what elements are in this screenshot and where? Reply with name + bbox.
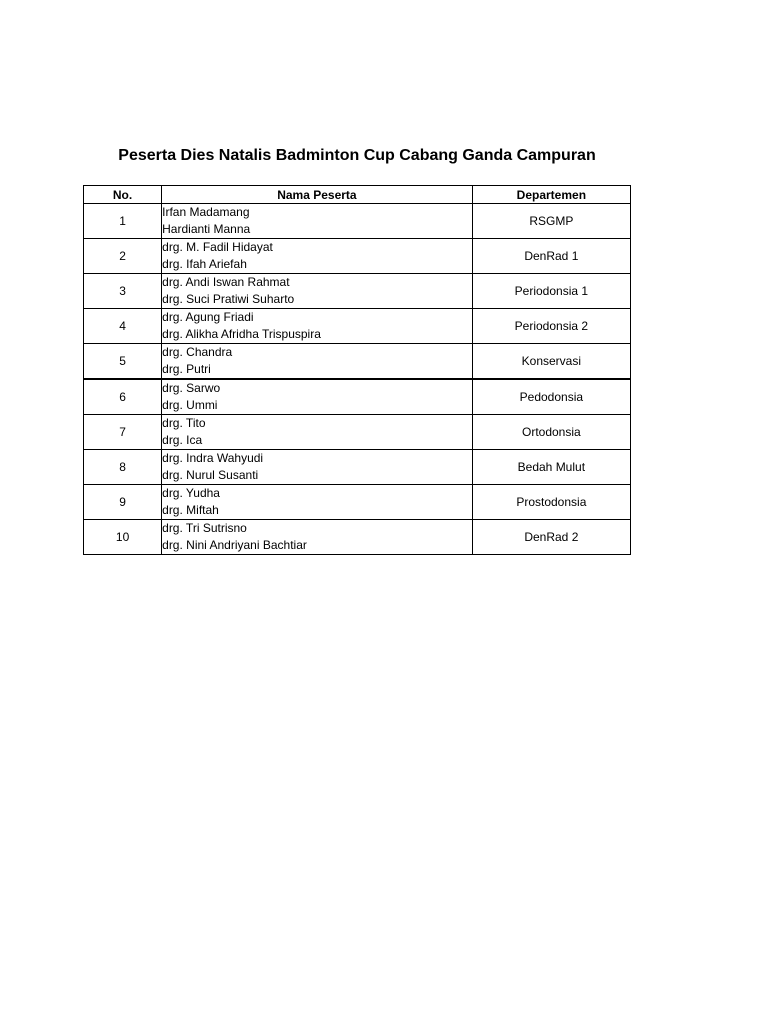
participant-names	[162, 204, 473, 239]
header-department: Departemen	[472, 186, 630, 204]
participant-name: drg. Agung Friadi	[162, 310, 254, 324]
department: Konservasi	[472, 344, 630, 380]
participant-names	[162, 239, 473, 274]
row-number: 2	[84, 239, 162, 274]
participant-name: drg. Ica	[162, 433, 203, 447]
participant-name: drg. Putri	[162, 362, 211, 376]
participant-name: drg. Miftah	[162, 503, 219, 517]
row-number: 4	[84, 309, 162, 344]
participant-name: drg. M. Fadil Hidayat	[162, 240, 273, 254]
participant-names	[162, 344, 473, 380]
department: Periodonsia 2	[472, 309, 630, 344]
page-title: Peserta Dies Natalis Badminton Cup Cabang Ganda Campuran	[118, 147, 596, 164]
table-row	[84, 520, 631, 555]
table-row	[84, 415, 631, 450]
table-row	[84, 204, 631, 239]
table-header-row	[84, 186, 631, 204]
participant-name: drg. Alikha Afridha Trispuspira	[162, 327, 321, 341]
table-row	[84, 450, 631, 485]
table-row	[84, 485, 631, 520]
participant-names	[162, 379, 473, 415]
participants-table	[83, 185, 631, 555]
participant-name: drg. Ifah Ariefah	[162, 257, 247, 271]
participant-name: drg. Indra Wahyudi	[162, 451, 264, 465]
table-row	[84, 274, 631, 309]
department: Bedah Mulut	[472, 450, 630, 485]
participant-names	[162, 485, 473, 520]
row-number: 6	[84, 379, 162, 415]
participant-name: drg. Yudha	[162, 486, 220, 500]
participant-name: Hardianti Manna	[162, 222, 251, 236]
table-row	[84, 344, 631, 380]
row-number: 3	[84, 274, 162, 309]
table-row	[84, 379, 631, 415]
participant-name: drg. Tri Sutrisno	[162, 521, 247, 535]
participant-name: drg. Ummi	[162, 398, 218, 412]
row-number: 10	[84, 520, 162, 555]
participant-name: drg. Sarwo	[162, 381, 221, 395]
participant-name: drg. Nini Andriyani Bachtiar	[162, 538, 307, 552]
participant-names	[162, 274, 473, 309]
participant-name: drg. Chandra	[162, 345, 233, 359]
row-number: 8	[84, 450, 162, 485]
department: DenRad 1	[472, 239, 630, 274]
row-number: 1	[84, 204, 162, 239]
department: Ortodonsia	[472, 415, 630, 450]
participant-names	[162, 309, 473, 344]
department: Periodonsia 1	[472, 274, 630, 309]
participant-names	[162, 415, 473, 450]
participant-name: drg. Suci Pratiwi Suharto	[162, 292, 295, 306]
row-number: 9	[84, 485, 162, 520]
table-row	[84, 239, 631, 274]
department: Prostodonsia	[472, 485, 630, 520]
row-number: 5	[84, 344, 162, 380]
department: Pedodonsia	[472, 379, 630, 415]
department: RSGMP	[472, 204, 630, 239]
row-number: 7	[84, 415, 162, 450]
department: DenRad 2	[472, 520, 630, 555]
participant-names	[162, 450, 473, 485]
participant-name: drg. Nurul Susanti	[162, 468, 259, 482]
table-row	[84, 309, 631, 344]
participant-name: Irfan Madamang	[162, 205, 250, 219]
participant-name: drg. Tito	[162, 416, 206, 430]
participant-name: drg. Andi Iswan Rahmat	[162, 275, 290, 289]
header-name: Nama Peserta	[162, 186, 473, 204]
header-no: No.	[84, 186, 162, 204]
participant-names	[162, 520, 473, 555]
